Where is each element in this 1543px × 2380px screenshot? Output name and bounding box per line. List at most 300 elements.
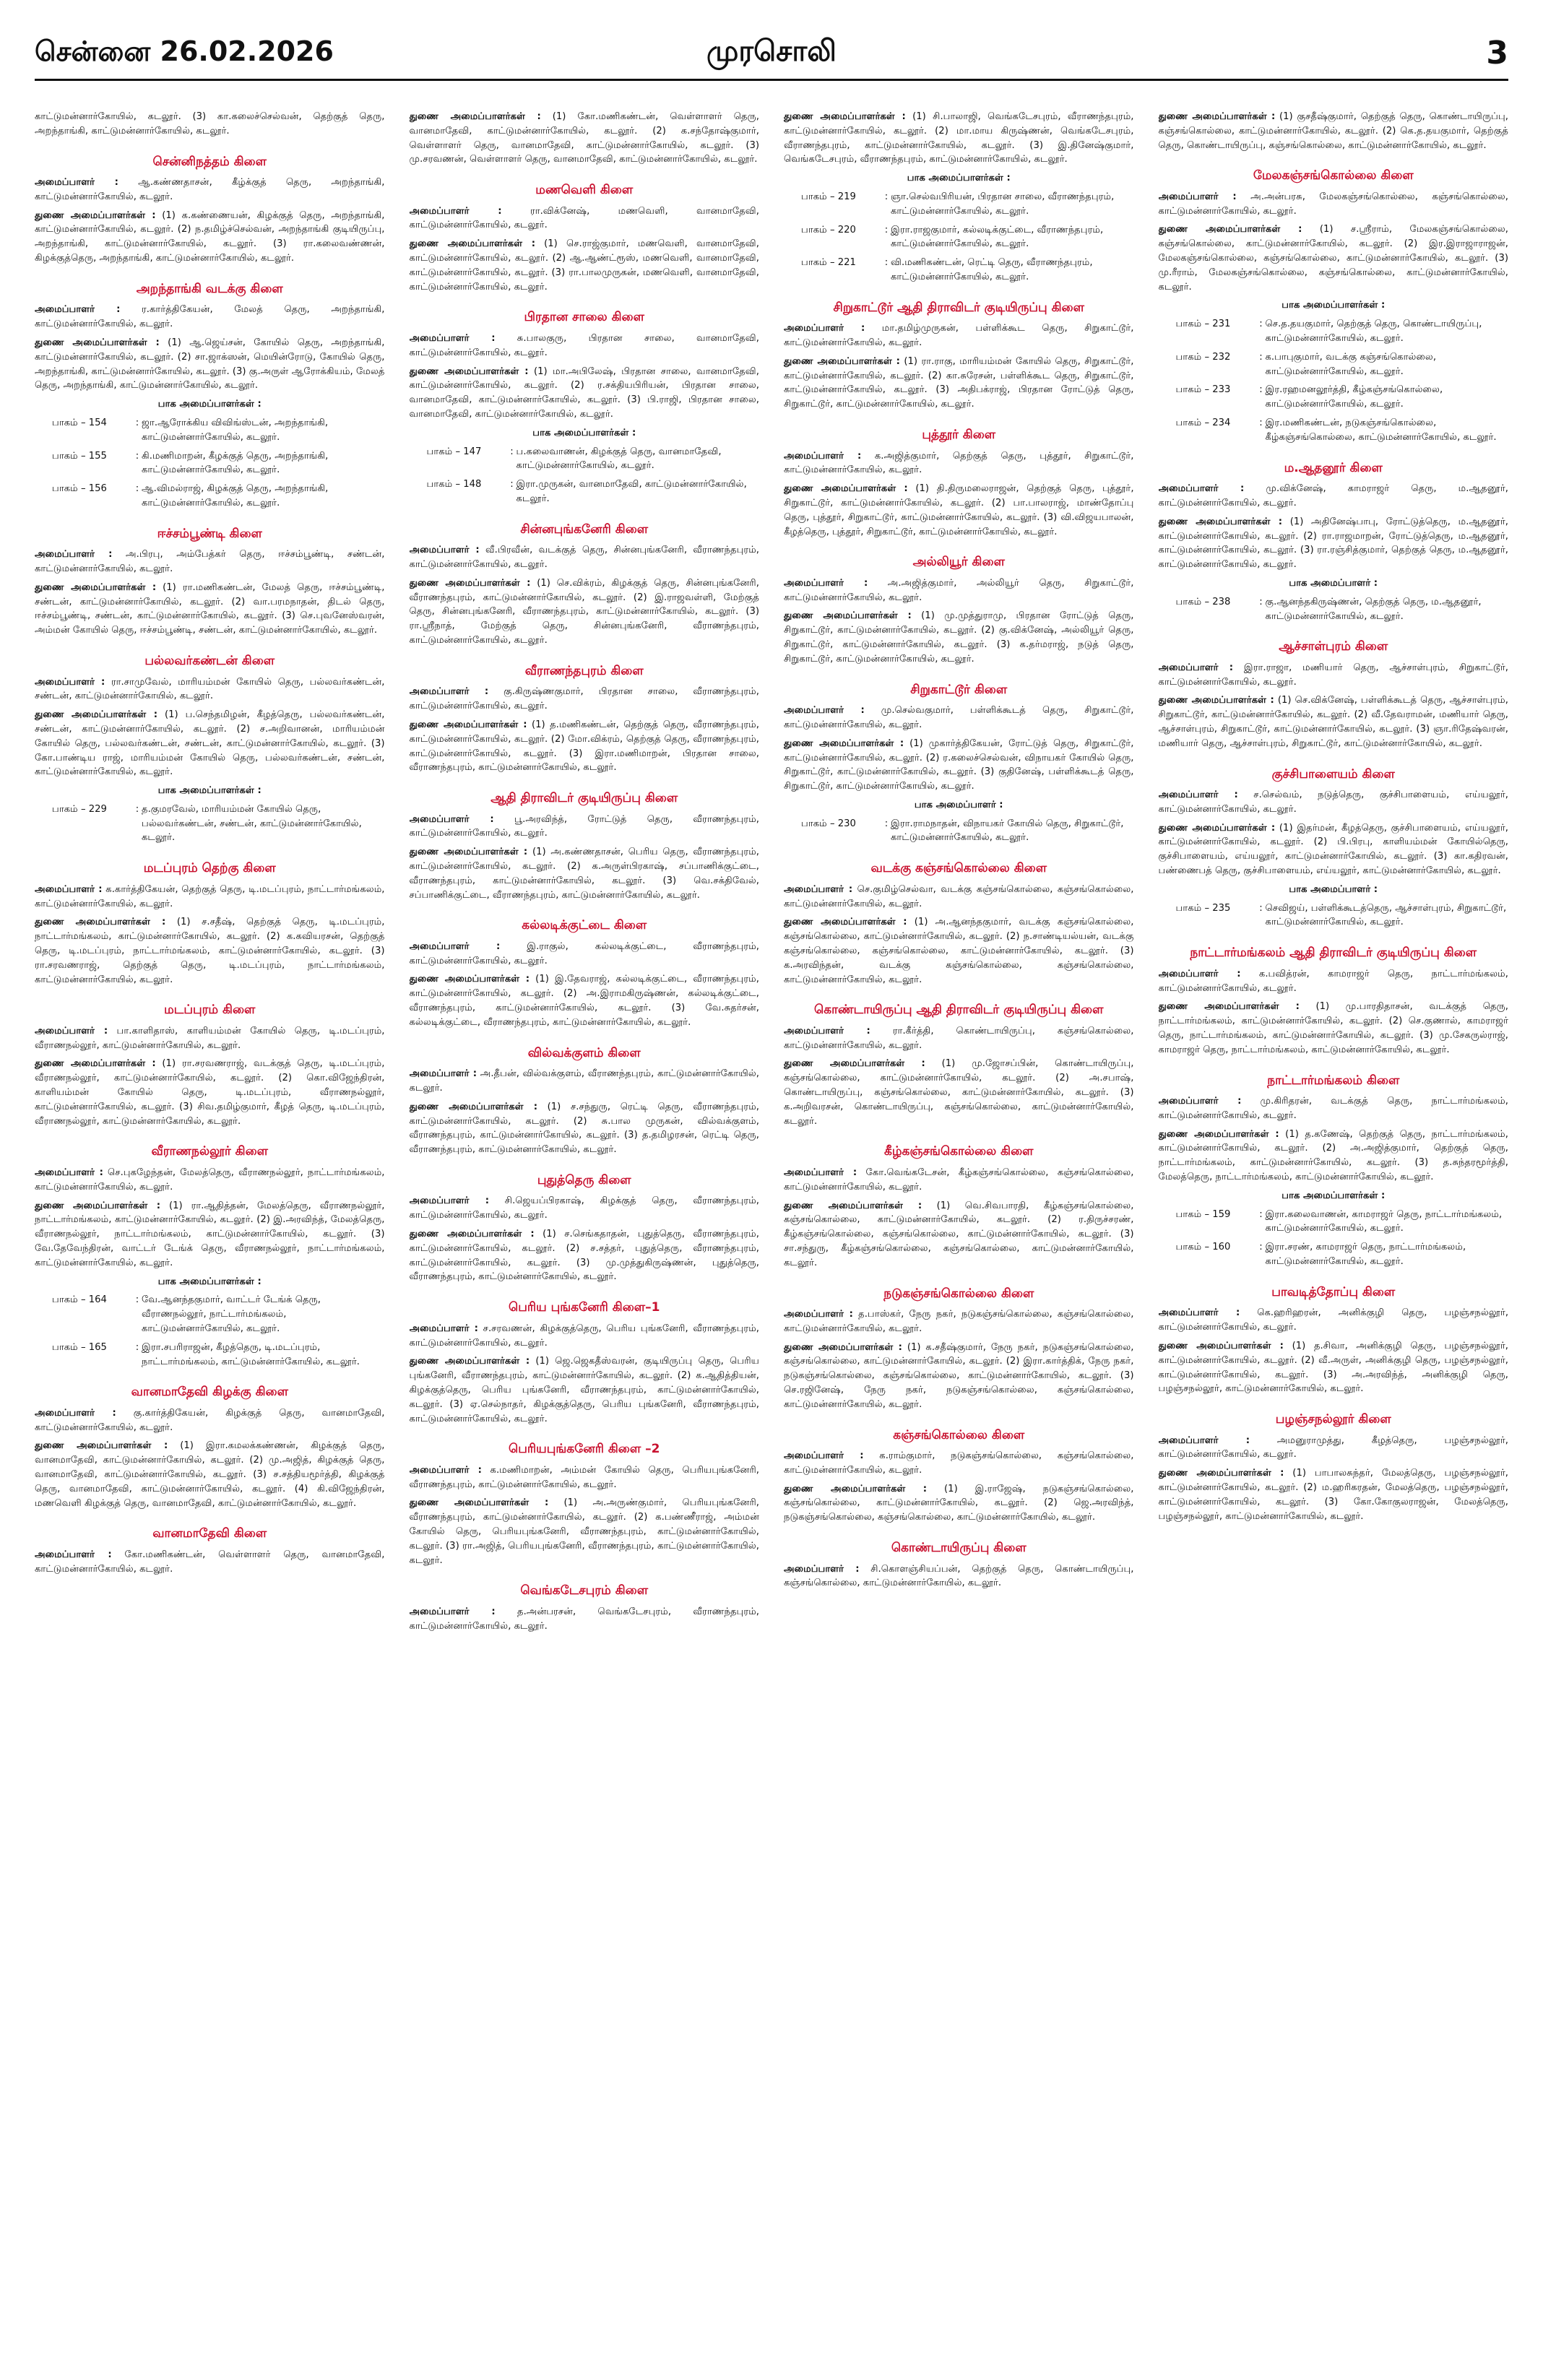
- member-paragraph: [784, 1057, 1134, 1128]
- booth-number: பாகம் – 148: [426, 479, 482, 490]
- member-text: (1) த.கணேஷ், தெற்குத் தெரு, நாட்டார்மங்கலம், காட்டுமன்னார்கோயில், கடலூர். (2) அ.அஜித்குமார், தெற்குத் தெரு, நாட்டார்மங்கலம், காட்டுமன்னார்கோயில், கடலூர். (3) த.சுந்தரமூர்த்தி, மேலத்தெரு, நாட்டார்மங்கலம், காட்டுமன்னார்கோயில், கடலூர்.: [1158, 1128, 1508, 1183]
- member-paragraph: [35, 1548, 385, 1577]
- member-text: (1) த.சிவா, அனிக்குழி தெரு, பழஞ்சநல்லூர், காட்டுமன்னார்கோயில், கடலூர். (2) வீ.அருள், அனிக்குழி தெரு, பழஞ்சநல்லூர், காட்டுமன்னார்கோயில், கடலூர். (3) அ.அரவிந்த், அனிக்குழி தெரு, பழஞ்சநல்லூர், காட்டுமன்னார்கோயில், கடலூர்.: [1158, 1340, 1508, 1395]
- branch-section: [410, 1440, 760, 1567]
- branch-heading: வானமாதேவி கிளை: [152, 1526, 267, 1541]
- member-text: (1) ஆ.ஜெய்சன், கோயில் தெரு, அறந்தாங்கி, காட்டுமன்னார்கோயில், கடலூர். (2) சா.ஜாக்ஸன், மெயின்ரோடு, கோயில் தெரு, அறந்தாங்கி, காட்டுமன்னார்கோயில், கடலூர். (3) கு.அருள் ஆரோக்கியம், மேலத் தெரு, அறந்தாங்கி, காட்டுமன்னார்கோயில், கடலூர்.: [35, 337, 385, 391]
- role-label: துணை அமைப்பாளர்கள் :: [35, 337, 160, 348]
- booth-entry: [1176, 1240, 1509, 1269]
- role-label: துணை அமைப்பாளர்கள் :: [35, 709, 158, 721]
- member-paragraph: [1159, 515, 1509, 572]
- member-paragraph: [784, 449, 1134, 478]
- member-paragraph: [1159, 1094, 1509, 1123]
- booth-entry: [427, 445, 760, 474]
- booth-entry: [52, 449, 385, 478]
- booth-separator: :: [1259, 351, 1263, 363]
- role-label: அமைப்பாளர் :: [1158, 1435, 1250, 1446]
- role-label: அமைப்பாளர் :: [1158, 1096, 1242, 1107]
- branch-heading: புதுத்தெரு கிளை: [537, 1172, 631, 1187]
- branch-section: [1159, 638, 1509, 750]
- member-text: (1) இரா.கமலக்கண்ணன், கிழக்குத் தெரு, வானமாதேவி, காட்டுமன்னார்கோயில், கடலூர். (2) மு.அஜித், கிழக்குத் தெரு, வானமாதேவி, காட்டுமன்னார்கோயில், கடலூர். (3) ச.சத்தியமூர்த்தி, கிழக்குத் தெரு, வானமாதேவி, காட்டுமன்னார்கோயில், கடலூர். (4) கி.விஜேந்திரன், மணவெளி கிழக்குத் தெரு, வானமாதேவி, காட்டுமன்னார்கோயில், கடலூர்.: [35, 1440, 385, 1509]
- branch-section: [1159, 459, 1509, 624]
- member-paragraph: [1159, 222, 1509, 294]
- role-label: அமைப்பாளர் :: [784, 1309, 853, 1320]
- branch-section: [35, 860, 385, 987]
- member-paragraph: [410, 718, 760, 775]
- booth-number: பாகம் – 160: [1175, 1242, 1231, 1253]
- role-label: துணை அமைப்பாளர்கள் :: [409, 1229, 535, 1240]
- branch-section: [1159, 167, 1509, 444]
- booth-member: இரா.சபரிராஜன், கீழத்தெரு, டி.மடப்புரம், நாட்டார்மங்கலம், காட்டுமன்னார்கோயில், கடலூர்.: [142, 1341, 360, 1367]
- branch-section: [410, 1172, 760, 1284]
- booth-entry: [427, 477, 760, 506]
- branch-heading: ஈச்சம்பூண்டி கிளை: [157, 526, 262, 541]
- member-text: (1) மா.அபிலேஷ், பிரதான சாலை, வானமாதேவி, காட்டுமன்னார்கோயில், கடலூர். (2) ர.சக்தியபிரியன், பிரதான சாலை, வானமாதேவி, காட்டுமன்னார்கோயில், கடலூர். (3) பி.ராஜி, பிரதான சாலை, வானமாதேவி, காட்டுமன்னார்கோயில், கடலூர்.: [409, 365, 759, 420]
- member-text: அ.பிரபு, அம்பேத்கர் தெரு, ஈச்சம்பூண்டி, சண்டன், காட்டுமன்னார்கோயில், கடலூர்.: [35, 549, 385, 575]
- role-label: துணை அமைப்பாளர்கள் :: [784, 1341, 902, 1353]
- member-text: சு.பாலகுரு, பிரதான சாலை, வானமாதேவி, காட்டுமன்னார்கோயில், கடலூர்.: [409, 332, 759, 358]
- member-paragraph: [410, 365, 760, 422]
- booth-entry: [52, 1293, 385, 1336]
- role-label: துணை அமைப்பாளர்கள் :: [1158, 516, 1283, 527]
- booth-separator: :: [1259, 384, 1263, 396]
- role-label: துணை அமைப்பாளர்கள் :: [409, 1497, 549, 1509]
- article-columns: [35, 81, 1508, 2356]
- member-paragraph: [35, 176, 385, 204]
- member-paragraph: [35, 1057, 385, 1128]
- role-label: அமைப்பாளர் :: [784, 1025, 870, 1037]
- branch-heading: சிறுகாட்டூர் கிளை: [910, 682, 1008, 697]
- member-paragraph: [1159, 1306, 1509, 1335]
- member-text: (1) அ.ஆனந்தகுமார், வடக்கு கஞ்சங்கொல்லை, கஞ்சங்கொல்லை, காட்டுமன்னார்கோயில், கடலூர். (2) ந.சாண்டியல்யன், வடக்கு கஞ்சங்கொல்லை, கஞ்சங்கொல்லை, காட்டுமன்னார்கோயில், கடலூர். (3) க.அரவிந்தன், வடக்கு கஞ்சங்கொல்லை, கஞ்சங்கொல்லை, காட்டுமன்னார்கோயில், கடலூர்.: [784, 917, 1134, 985]
- member-text: (1) க.சதீஷ்குமார், நேரு நகர், நடுகஞ்சங்கொல்லை, கஞ்சங்கொல்லை, காட்டுமன்னார்கோயில், கடலூர். (2) இரா.கார்த்திக், நேரு நகர், நடுகஞ்சங்கொல்லை, கஞ்சங்கொல்லை, காட்டுமன்னார்கோயில், கடலூர். (3) செ.ரஜினேஷ், நேரு நகர், நடுகஞ்சங்கொல்லை, கஞ்சங்கொல்லை, காட்டுமன்னார்கோயில், கடலூர்.: [784, 1341, 1134, 1410]
- role-label: அமைப்பாளர் :: [784, 705, 865, 717]
- member-paragraph: [35, 1439, 385, 1510]
- booth-organisers-title: பாக அமைப்பாளர்கள் :: [157, 1276, 262, 1287]
- member-paragraph: [1159, 482, 1509, 511]
- member-paragraph: [1159, 1000, 1509, 1057]
- member-text: (1) செ.ராஜ்குமார், மணவெளி, வானமாதேவி, காட்டுமன்னார்கோயில், கடலூர். (2) ஆ.ஆண்ட்ரூஸ், மணவெளி, வானமாதேவி, காட்டுமன்னார்கோயில், கடலூர். (3) ரா.பாலமுருகன், மணவெளி, வானமாதேவி, காட்டுமன்னார்கோயில், கடலூர்.: [409, 238, 759, 293]
- role-label: துணை அமைப்பாளர்கள் :: [784, 1058, 925, 1070]
- member-text: (1) மு.முத்துராமு, பிரதான ரோட்டுத் தெரு, சிறுகாட்டூர், காட்டுமன்னார்கோயில், கடலூர். (2) கு.விக்னேஷ், அல்லியூர் தெரு, சிறுகாட்டூர், காட்டுமன்னார்கோயில், கடலூர். (3) க.தர்மராஜ், நடுத் தெரு, சிறுகாட்டூர், காட்டுமன்னார்கோயில், கடலூர்.: [784, 610, 1134, 665]
- member-text: த.பாஸ்கர், நேரு நகர், நடுகஞ்சங்கொல்லை, கஞ்சங்கொல்லை, காட்டுமன்னார்கோயில், கடலூர்.: [784, 1309, 1134, 1334]
- member-paragraph: [1159, 661, 1509, 690]
- role-label: துணை அமைப்பாளர்கள் :: [35, 209, 156, 221]
- booth-separator: :: [135, 450, 139, 462]
- member-paragraph: [410, 332, 760, 360]
- booth-separator: :: [1259, 1208, 1263, 1220]
- role-label: அமைப்பாளர் :: [35, 1167, 103, 1178]
- branch-heading: அறந்தாங்கி வடக்கு கிளை: [136, 281, 283, 296]
- booth-organisers-title: பாக அமைப்பாளர்கள் :: [907, 173, 1011, 184]
- role-label: அமைப்பாளர் :: [1158, 968, 1241, 979]
- member-paragraph: [35, 110, 385, 139]
- booth-organisers-title: பாக அமைப்பாளர் :: [1289, 883, 1378, 895]
- member-text: (1) சி.பாலாஜி, வெங்கடேசபுரம், வீராணந்தபுரம், காட்டுமன்னார்கோயில், கடலூர். (2) மா.மாய கிருஷ்ணன், வெங்கடேசபுரம், வீராணந்தபுரம், காட்டுமன்னார்கோயில், கடலூர். (3) இ.தினேஷ்குமார், வெங்கடேசபுரம், வீராணந்தபுரம், காட்டுமன்னார்கோயில், கடலூர்.: [784, 111, 1134, 165]
- booth-member: த.குமரவேல், மாரியம்மன் கோயில் தெரு, பல்லவர்கண்டன், சண்டன், காட்டுமன்னார்கோயில், கடலூர்.: [142, 803, 362, 844]
- member-text: (1) அ.அருண்குமார், பெரியபுங்கனேரி, வீராணந்தபுரம், காட்டுமன்னார்கோயில், கடலூர். (2) க.பண்ணீராஜ், அம்மன் கோயில் தெரு, பெரியபுங்கனேரி, வீராணந்தபுரம், காட்டுமன்னார்கோயில், கடலூர். (3) ரா.அஜித், பெரியபுங்கனேரி, வீராணந்தபுரம், காட்டுமன்னார்கோயில், கடலூர்.: [409, 1497, 759, 1566]
- booth-number: பாகம் – 220: [801, 224, 856, 235]
- member-text: (1) குசதீஷ்குமார், தெற்குத் தெரு, கொண்டாயிருப்பு, கஞ்சங்கொல்லை, காட்டுமன்னார்கோயில், கடலூர். (2) கெ.த.தயகுமார், தெற்குத் தெரு, கொண்டாயிருப்பு, கஞ்சங்கொல்லை, காட்டுமன்னார்கோயில், கடலூர்.: [1158, 111, 1508, 151]
- branch-section: [410, 1582, 760, 1633]
- member-paragraph: [1159, 967, 1509, 996]
- branch-section: [35, 153, 385, 266]
- member-text: (1) ரா.சரவணராஜ், வடக்குத் தெரு, டி.மடப்புரம், வீராணநல்லூர், காட்டுமன்னார்கோயில், கடலூர். (2) கொ.விஜேந்திரன், காளியம்மன் கோயில் தெரு, டி.மடப்புரம், வீராணநல்லூர், காட்டுமன்னார்கோயில், கடலூர். (3) சிவ.தமிழ்குமார், கீழத் தெரு, டி.மடப்புரம், வீராணநல்லூர், காட்டுமன்னார்கோயில், கடலூர்.: [35, 1058, 385, 1127]
- branch-heading: குச்சிபாளையம் கிளை: [1271, 766, 1395, 782]
- member-paragraph: [1159, 693, 1509, 750]
- member-paragraph: [410, 1067, 760, 1096]
- branch-heading: கீழ்கஞ்சங்கொல்லை கிளை: [883, 1144, 1034, 1159]
- role-label: அமைப்பாளர் :: [1158, 191, 1237, 202]
- branch-section: [410, 662, 760, 775]
- member-paragraph: [35, 1406, 385, 1435]
- role-label: துணை அமைப்பாளர்கள் :: [409, 1101, 537, 1112]
- role-label: துணை அமைப்பாளர்கள் :: [409, 577, 531, 589]
- member-paragraph: [784, 355, 1134, 412]
- booth-separator: :: [135, 1341, 139, 1353]
- member-text: (1) க.கண்ணையன், கிழக்குத் தெரு, அறந்தாங்கி, காட்டுமன்னார்கோயில், கடலூர். (2) ந.தமிழ்ச்செல்வன், அறந்தாங்கி குடியிருப்பு, அறந்தாங்கி, காட்டுமன்னார்கோயில், கடலூர். (3) ரா.கலைவண்ணன், கிழக்குத்தெரு, அறந்தாங்கி, காட்டுமன்னார்கோயில், கடலூர்.: [35, 209, 385, 264]
- branch-heading: மணவெளி கிளை: [535, 183, 634, 198]
- member-paragraph: [784, 1341, 1134, 1412]
- member-text: க.ராம்குமார், நடுகஞ்சங்கொல்லை, கஞ்சங்கொல்லை, காட்டுமன்னார்கோயில், கடலூர்.: [784, 1450, 1134, 1476]
- member-text: (1) இதர்மன், கீழத்தெரு, குச்சிபாளையம், எய்யலூர், காட்டுமன்னார்கோயில், கடலூர். (2) பி.பிரபு, காளியம்மன் கோயில்தெரு, குச்சிபாளையம், எய்யலூர், காட்டுமன்னார்கோயில், கடலூர். (3) கா.கதிரவன், பண்ணைபத் தெரு, குச்சிபாளையம், எய்யலூர், காட்டுமன்னார்கோயில், கடலூர்.: [1158, 822, 1508, 877]
- member-text: (1) தி.திருமலைராஜன், தெற்குத் தெரு, புத்தூர், சிறுகாட்டூர், காட்டுமன்னார்கோயில், கடலூர். (2) பா.பாலராஜ், மாண்தோப்பு தெரு, புத்தூர், சிறுகாட்டூர், காட்டுமன்னார்கோயில், கடலூர். (3) வி.விஜயபாலன், கீழத்தெரு, புத்தூர், சிறுகாட்டூர், காட்டுமன்னார்கோயில், கடலூர்.: [784, 483, 1134, 537]
- member-text: ச.சரவணன், கிழக்குத்தெரு, பெரிய புங்கனேரி, வீராணந்தபுரம், காட்டுமன்னார்கோயில், கடலூர்.: [409, 1323, 759, 1349]
- member-paragraph: [784, 1449, 1134, 1478]
- role-label: அமைப்பாளர் :: [784, 450, 862, 462]
- branch-section: [35, 110, 385, 139]
- branch-heading: கஞ்சங்கொல்லை கிளை: [893, 1427, 1025, 1442]
- role-label: அமைப்பாளர் :: [409, 813, 494, 825]
- role-label: அமைப்பாளர் :: [409, 1323, 478, 1334]
- booth-separator: :: [1259, 1242, 1263, 1253]
- booth-entry: [801, 223, 1134, 252]
- member-paragraph: [1159, 1434, 1509, 1463]
- branch-heading: புத்தூர் கிளை: [922, 428, 996, 443]
- member-paragraph: [410, 1100, 760, 1157]
- member-text: இ.ராகுல், கல்லடிக்குட்டை, வீராணந்தபுரம், காட்டுமன்னார்கோயில், கடலூர்.: [409, 940, 759, 966]
- member-paragraph: [35, 209, 385, 266]
- paper-name: முரசொலி: [706, 35, 837, 68]
- role-label: துணை அமைப்பாளர்கள் :: [409, 238, 535, 250]
- column: [1159, 110, 1509, 2356]
- booth-number: பாகம் – 154: [52, 417, 107, 428]
- branch-section: [410, 1044, 760, 1157]
- role-label: அமைப்பாளர் :: [409, 332, 496, 344]
- branch-section: [784, 1539, 1134, 1591]
- member-paragraph: [410, 543, 760, 572]
- page-number: 3: [1486, 35, 1508, 72]
- booth-member: இரா.சரண், காமராஜர் தெரு, நாட்டார்மங்கலம், காட்டுமன்னார்கோயில், கடலூர்.: [1265, 1242, 1466, 1268]
- branch-section: [784, 1001, 1134, 1128]
- branch-section: [35, 1525, 385, 1576]
- role-label: அமைப்பாளர் :: [409, 1195, 489, 1207]
- branch-heading: மடப்புரம் தெற்கு கிளை: [143, 861, 276, 876]
- member-text: (1) ரா.மணிகண்டன், மேலத் தெரு, ஈச்சம்பூண்டி, சண்டன், காட்டுமன்னார்கோயில், கடலூர். (2) வா.பரமநாதன், திடல் தெரு, ஈச்சம்பூண்டி, சண்டன், காட்டுமன்னார்கோயில், கடலூர். (3) செ.புவனேஸ்வரன், அம்மன் கோயில் தெரு, ஈச்சம்பூண்டி, சண்டன், காட்டுமன்னார்கோயில், கடலூர்.: [35, 581, 385, 636]
- member-text: அமனுராமுத்து, கீழத்தெரு, பழஞ்சநல்லூர், காட்டுமன்னார்கோயில், கடலூர்.: [1158, 1435, 1508, 1461]
- member-text: கோ.வெங்கடேசன், கீழ்கஞ்சங்கொல்லை, கஞ்சங்கொல்லை, காட்டுமன்னார்கோயில், கடலூர்.: [784, 1167, 1134, 1193]
- booth-separator: :: [1259, 902, 1263, 914]
- member-paragraph: [1159, 1128, 1509, 1185]
- booth-number: பாகம் – 164: [52, 1294, 107, 1306]
- branch-heading: பாவடித்தோப்பு கிளை: [1271, 1284, 1396, 1299]
- branch-section: [1159, 1411, 1509, 1523]
- member-text: மு.கிரிதரன், வடக்குத் தெரு, நாட்டார்மங்கலம், காட்டுமன்னார்கோயில், கடலூர்.: [1158, 1096, 1508, 1121]
- branch-section: [784, 1427, 1134, 1525]
- member-text: கு.கிருஷ்ணகுமார், பிரதான சாலை, வீராணந்தபுரம், காட்டுமன்னார்கோயில், கடலூர்.: [409, 686, 759, 712]
- booth-member: இரா.ராஜகுமார், கல்லடிக்குட்டை, வீராணந்தபுரம், காட்டுமன்னார்கோயில், கடலூர்.: [891, 224, 1104, 250]
- booth-separator: :: [1259, 319, 1263, 330]
- role-label: அமைப்பாளர் :: [784, 1450, 864, 1462]
- branch-section: [35, 1001, 385, 1128]
- member-text: சி.கொளஞ்சியப்பன், தெற்குத் தெரு, கொண்டாயிருப்பு, கஞ்சங்கொல்லை, காட்டுமன்னார்கோயில், கடலூர்.: [784, 1563, 1134, 1589]
- member-text: இரா.ராஜா, மணியார் தெரு, ஆச்சாள்புரம், சிறுகாட்டூர், காட்டுமன்னார்கோயில், கடலூர்.: [1158, 662, 1508, 688]
- branch-section: [35, 652, 385, 845]
- member-paragraph: [410, 940, 760, 969]
- branch-heading: ம.ஆதனூர் கிளை: [1284, 460, 1383, 475]
- booth-number: பாகம் – 155: [52, 450, 107, 462]
- member-paragraph: [35, 708, 385, 779]
- member-text: ச.செல்வம், நடுத்தெரு, குச்சிபாளையம், எய்யலூர், காட்டுமன்னார்கோயில், கடலூர்.: [1158, 789, 1508, 815]
- member-text: (1) ச.செங்கதாதன், புதுத்தெரு, வீராணந்தபுரம், காட்டுமன்னார்கோயில், கடலூர். (2) ச.சத்தர், புதுத்தெரு, வீராணந்தபுரம், காட்டுமன்னார்கோயில், கடலூர். (3) மு.முத்துகிருஷ்ணன், புதுத்தெரு, வீராணந்தபுரம், காட்டுமன்னார்கோயில், கடலூர்.: [409, 1229, 759, 1283]
- member-paragraph: [784, 576, 1134, 605]
- role-label: துணை அமைப்பாளர்கள் :: [409, 1356, 530, 1367]
- booth-number: பாகம் – 234: [1175, 417, 1231, 429]
- booth-organisers-title: பாக அமைப்பாளர்கள் :: [157, 785, 262, 797]
- member-paragraph: [35, 915, 385, 987]
- branch-section: [35, 280, 385, 511]
- role-label: அமைப்பாளர் :: [35, 304, 121, 316]
- booth-number: பாகம் – 219: [801, 191, 856, 202]
- member-paragraph: [784, 1562, 1134, 1591]
- booth-number: பாகம் – 231: [1175, 319, 1231, 330]
- role-label: அமைப்பாளர் :: [409, 1068, 477, 1080]
- member-paragraph: [35, 1199, 385, 1271]
- branch-heading: மடப்புரம் கிளை: [164, 1003, 256, 1018]
- role-label: அமைப்பாளர் :: [35, 1407, 116, 1419]
- member-paragraph: [784, 883, 1134, 912]
- booth-separator: :: [135, 1294, 139, 1306]
- booth-member: கி.மணிமாறன், கீழக்குத் தெரு, அறந்தாங்கி, காட்டுமன்னார்கோயில், கடலூர்.: [142, 450, 329, 476]
- branch-section: [35, 1143, 385, 1369]
- member-text: (1) வெ.சிவபாரதி, கீழ்கஞ்சங்கொல்லை, கஞ்சங்கொல்லை, காட்டுமன்னார்கோயில், கடலூர். (2) ர.திருச்சரண், கீழ்கஞ்சங்கொல்லை, கஞ்சங்கொல்லை, காட்டுமன்னார்கோயில், கடலூர். (3) சா.சந்துரு, கீழ்கஞ்சங்கொல்லை, கஞ்சங்கொல்லை, காட்டுமன்னார்கோயில், கடலூர்.: [784, 1200, 1134, 1268]
- member-text: மா.தமிழ்முருகன், பள்ளிக்கூட தெரு, சிறுகாட்டூர், காட்டுமன்னார்கோயில், கடலூர்.: [784, 323, 1134, 349]
- booth-separator: :: [884, 191, 889, 202]
- booth-entry: [1176, 416, 1509, 445]
- role-label: அமைப்பாளர் :: [409, 1606, 496, 1617]
- member-paragraph: [35, 883, 385, 912]
- member-text: (1) ச.சதீஷ், தெற்குத் தெரு, டி.மடப்புரம், நாட்டார்மங்கலம், காட்டுமன்னார்கோயில், கடலூர். (2) க.கவியரசன், தெற்குத் தெரு, டி.மடப்புரம், நாட்டார்மங்கலம், காட்டுமன்னார்கோயில், கடலூர். (3) ரா.சரவணராஜ், தெற்குத் தெரு, டி.மடப்புரம், நாட்டார்மங்கலம், காட்டுமன்னார்கோயில், கடலூர்.: [35, 917, 385, 985]
- role-label: துணை அமைப்பாளர்கள் :: [784, 355, 900, 367]
- booth-entry: [52, 482, 385, 511]
- branch-heading: கொண்டாயிருப்பு கிளை: [891, 1541, 1026, 1556]
- member-text: செ.குமிழ்செல்வா, வடக்கு கஞ்சங்கொல்லை, கஞ்சங்கொல்லை, காட்டுமன்னார்கோயில், கடலூர்.: [784, 883, 1134, 909]
- member-paragraph: [1159, 1339, 1509, 1396]
- member-paragraph: [784, 1024, 1134, 1053]
- booth-member: வி.மணிகண்டன், ரெட்டி தெரு, வீராணந்தபுரம், காட்டுமன்னார்கோயில், கடலூர்.: [891, 257, 1093, 282]
- branch-heading: சென்னிநத்தம் கிளை: [152, 154, 267, 169]
- column: [784, 110, 1134, 2356]
- booth-member: ஜா.ஆரோக்கிய விவிங்ஸ்டன், அறந்தாங்கி, காட்டுமன்னார்கோயில், கடலூர்.: [142, 417, 329, 443]
- booth-entry: [801, 817, 1134, 846]
- role-label: துணை அமைப்பாளர்கள் :: [409, 719, 527, 730]
- branch-section: [1159, 1072, 1509, 1269]
- role-label: துணை அமைப்பாளர்கள் :: [1158, 1001, 1300, 1013]
- branch-section: [784, 110, 1134, 285]
- booth-member: இர.ரஹமனலூர்த்தி, கீழ்கஞ்சங்கொல்லை, காட்டுமன்னார்கோயில், கடலூர்.: [1265, 384, 1443, 410]
- column: [35, 110, 385, 2356]
- member-text: (1) ரா.ராகு, மாரியம்மன் கோயில் தெரு, சிறுகாட்டூர், காட்டுமன்னார்கோயில், கடலூர். (2) கா.சுரேசன், பள்ளிக்கூட தெரு, சிறுகாட்டூர், காட்டுமன்னார்கோயில், கடலூர். (3) அதிபக்ராஜ், பிரதான ரோட்டுத் தெரு, சிறுகாட்டூர், காட்டுமன்னார்கோயில், கடலூர்.: [784, 355, 1134, 410]
- member-text: (1) த.மணிகண்டன், தெற்குத் தெரு, வீராணந்தபுரம், காட்டுமன்னார்கோயில், கடலூர். (2) மோ.விக்ரம், தெற்குத் தெரு, வீராணந்தபுரம், காட்டுமன்னார்கோயில், கடலூர். (3) இரா.மணிமாறன், பிரதான சாலை, வீராணந்தபுரம், காட்டுமன்னார்கோயில், கடலூர்.: [409, 719, 759, 774]
- role-label: அமைப்பாளர் :: [35, 883, 103, 895]
- member-paragraph: [784, 321, 1134, 350]
- member-paragraph: [35, 303, 385, 332]
- role-label: அமைப்பாளர் :: [1158, 483, 1245, 495]
- member-paragraph: [35, 675, 385, 704]
- branch-heading: வில்வக்குளம் கிளை: [527, 1045, 641, 1060]
- branch-section: [1159, 766, 1509, 930]
- booth-organisers-title: பாக அமைப்பாளர் :: [1289, 577, 1378, 589]
- role-label: துணை அமைப்பாளர்கள் :: [784, 483, 908, 495]
- member-text: பா.காளிதாஸ், காளியம்மன் கோயில் தெரு, டி.மடப்புரம், வீராணநல்லூர், காட்டுமன்னார்கோயில், கடலூர்.: [35, 1025, 385, 1051]
- branch-heading: வீராணநல்லூர் கிளை: [151, 1144, 269, 1159]
- member-text: (1) மு.ஜோசப்பின், கொண்டாயிருப்பு, கஞ்சங்கொல்லை, காட்டுமன்னார்கோயில், கடலூர். (2) அ.சபாஷ், கொண்டாயிருப்பு, கஞ்சங்கொல்லை, காட்டுமன்னார்கோயில், கடலூர். (3) க.அறிவரசன், கொண்டாயிருப்பு, கஞ்சங்கொல்லை, காட்டுமன்னார்கோயில், கடலூர்.: [784, 1058, 1134, 1127]
- booth-member: இரா.ராமநாதன், விநாயகர் கோயில் தெரு, சிறுகாட்டூர், காட்டுமன்னார்கோயில், கடலூர்.: [891, 818, 1124, 844]
- role-label: அமைப்பாளர் :: [35, 1549, 112, 1560]
- booth-number: பாகம் – 233: [1175, 384, 1231, 396]
- booth-entry: [801, 256, 1134, 285]
- booth-number: பாகம் – 221: [801, 257, 856, 269]
- booth-organisers-title: பாக அமைப்பாளர்கள் :: [532, 427, 636, 438]
- member-paragraph: [410, 685, 760, 714]
- booth-entry: [52, 416, 385, 445]
- booth-number: பாகம் – 165: [52, 1341, 107, 1353]
- member-paragraph: [784, 1199, 1134, 1271]
- branch-section: [784, 1143, 1134, 1270]
- booth-organisers-title: பாக அமைப்பாளர்கள் :: [1281, 300, 1386, 311]
- booth-number: பாகம் – 230: [801, 818, 856, 829]
- role-label: அமைப்பாளர் :: [784, 577, 868, 589]
- role-label: துணை அமைப்பாளர்கள் :: [409, 111, 541, 122]
- booth-entry: [1176, 595, 1509, 624]
- branch-heading: பெரியபுங்கனேரி கிளை –2: [509, 1442, 660, 1457]
- member-text: ர.கார்த்திகேயன், மேலத் தெரு, அறந்தாங்கி, காட்டுமன்னார்கோயில், கடலூர்.: [35, 304, 385, 330]
- member-text: வீ.பிரவீன், வடக்குத் தெரு, சின்னபுங்கனேரி, வீராணந்தபுரம், காட்டுமன்னார்கோயில், கடலூர்.: [409, 545, 759, 571]
- branch-heading: மேலகஞ்சங்கொல்லை கிளை: [1253, 168, 1414, 183]
- member-text: செ.புகழேந்தன், மேலத்தெரு, வீராணநல்லூர், நாட்டார்மங்கலம், காட்டுமன்னார்கோயில், கடலூர்.: [35, 1167, 385, 1193]
- member-text: சி.ஜெயப்பிரகாஷ், கிழக்குத் தெரு, வீராணந்தபுரம், காட்டுமன்னார்கோயில், கடலூர்.: [409, 1195, 759, 1221]
- role-label: துணை அமைப்பாளர்கள் :: [35, 1200, 161, 1211]
- branch-section: [784, 426, 1134, 539]
- role-label: துணை அமைப்பாளர்கள் :: [784, 1483, 928, 1494]
- branch-heading: பிரதான சாலை கிளை: [524, 310, 644, 325]
- branch-section: [410, 1299, 760, 1426]
- branch-section: [1159, 944, 1509, 1057]
- member-paragraph: [784, 609, 1134, 666]
- branch-section: [1159, 110, 1509, 152]
- booth-entry: [52, 1341, 385, 1369]
- branch-heading: கொண்டாயிருப்பு ஆதி திராவிடர் குடியிருப்பு கிளை: [814, 1003, 1104, 1018]
- branch-heading: நாட்டார்மங்கலம் ஆதி திராவிடர் குடியிருப்பு கிளை: [1190, 945, 1477, 961]
- member-text: க.கார்த்திகேயன், தெற்குத் தெரு, டி.மடப்புரம், நாட்டார்மங்கலம், காட்டுமன்னார்கோயில், கடலூர்.: [35, 883, 385, 909]
- member-text: (1) ச.சந்துரு, ரெட்டி தெரு, வீராணந்தபுரம், காட்டுமன்னார்கோயில், கடலூர். (2) சு.பால முருகன், வில்வக்குளம், வீராணந்தபுரம், காட்டுமன்னார்கோயில், கடலூர். (3) த.தமிழரசன், ரெட்டி தெரு, வீராணந்தபுரம், காட்டுமன்னார்கோயில், கடலூர்.: [409, 1101, 759, 1156]
- member-text: ரா.விக்னேஷ், மணவெளி, வானமாதேவி, காட்டுமன்னார்கோயில், கடலூர்.: [409, 205, 759, 231]
- role-label: துணை அமைப்பாளர்கள் :: [1158, 111, 1276, 122]
- booth-entry: [1176, 350, 1509, 379]
- member-paragraph: [35, 336, 385, 393]
- member-text: (1) ரா.ஆதித்தன், மேலத்தெரு, வீராணநல்லூர், நாட்டார்மங்கலம், காட்டுமன்னார்கோயில், கடலூர். (2) இ.அரவிந்த், மேலத்தெரு, வீராணநல்லூர், நாட்டார்மங்கலம், காட்டுமன்னார்கோயில், கடலூர். (3) வே.தேவேந்திரன், வாட்டர் டேங்க் தெரு, வீராணநல்லூர், நாட்டார்மங்கலம், காட்டுமன்னார்கோயில், கடலூர்.: [35, 1200, 385, 1268]
- role-label: அமைப்பாளர் :: [409, 545, 480, 556]
- member-paragraph: [784, 110, 1134, 167]
- member-text: (1) மு.பாரதிதாசன், வடக்குத் தெரு, நாட்டார்மங்கலம், காட்டுமன்னார்கோயில், கடலூர். (2) செ.குணால், காமராஜர் தெரு, நாட்டார்மங்கலம், காட்டுமன்னார்கோயில், கடலூர். (3) மு.சேகருல்ராஜ், காமராஜர் தெரு, நாட்டார்மங்கலம், காட்டுமன்னார்கோயில், கடலூர்.: [1158, 1001, 1508, 1055]
- booth-separator: :: [1259, 417, 1263, 429]
- booth-number: பாகம் – 232: [1175, 351, 1231, 363]
- member-paragraph: [410, 237, 760, 294]
- member-paragraph: [410, 845, 760, 902]
- role-label: அமைப்பாளர் :: [35, 177, 118, 189]
- branch-section: [784, 681, 1134, 846]
- member-paragraph: [784, 915, 1134, 987]
- booth-number: பாகம் – 238: [1175, 596, 1231, 607]
- member-text: (1) ச.ஸ்ரீராம், மேலகஞ்சங்கொல்லை, கஞ்சங்கொல்லை, காட்டுமன்னார்கோயில், கடலூர். (2) இர.இராஜாராஜன், மேலகஞ்சங்கொல்லை, கஞ்சங்கொல்லை, காட்டுமன்னார்கோயில், கடலூர். (3) மு.ரீராம், மேலகஞ்சங்கொல்லை, கஞ்சங்கொல்லை, காட்டுமன்னார்கோயில், கடலூர்.: [1158, 224, 1508, 293]
- role-label: துணை அமைப்பாளர்கள் :: [1158, 224, 1302, 235]
- branch-section: [784, 1285, 1134, 1412]
- member-paragraph: [784, 704, 1134, 732]
- role-label: துணை அமைப்பாளர்கள் :: [35, 917, 166, 928]
- member-text: (1) இ.தேவராஜ், கல்லடிக்குட்டை, வீராணந்தபுரம், காட்டுமன்னார்கோயில், கடலூர். (2) அ.இராமகிருஷ்ணன், கல்லடிக்குட்டை, வீராணந்தபுரம், காட்டுமன்னார்கோயில், கடலூர். (3) வே.சுதர்சன், கல்லடிக்குட்டை, வீராணந்தபுரம், காட்டுமன்னார்கோயில், கடலூர்.: [409, 974, 759, 1028]
- booth-member: இரா.கலைவாணன், காமராஜர் தெரு, நாட்டார்மங்கலம், காட்டுமன்னார்கோயில், கடலூர்.: [1265, 1208, 1503, 1234]
- role-label: அமைப்பாளர் :: [409, 205, 502, 217]
- member-paragraph: [410, 110, 760, 167]
- booth-number: பாகம் – 156: [52, 483, 107, 495]
- branch-heading: வீராணந்தபுரம் கிளை: [524, 663, 644, 678]
- role-label: அமைப்பாளர் :: [35, 549, 113, 561]
- branch-section: [410, 308, 760, 506]
- member-paragraph: [410, 1194, 760, 1223]
- role-label: துணை அமைப்பாளர்கள் :: [784, 111, 906, 122]
- role-label: துணை அமைப்பாளர்கள் :: [784, 610, 912, 622]
- booth-separator: :: [510, 479, 514, 490]
- role-label: அமைப்பாளர் :: [35, 1025, 108, 1037]
- member-text: காட்டுமன்னார்கோயில், கடலூர். (3) கா.கலைச்செல்வன், தெற்குத் தெரு, அறந்தாங்கி, காட்டுமன்னார்கோயில், கடலூர்.: [35, 111, 385, 137]
- booth-separator: :: [884, 257, 889, 269]
- role-label: அமைப்பாளர் :: [1158, 662, 1234, 673]
- member-paragraph: [410, 1354, 760, 1426]
- issue-date: சென்னை 26.02.2026: [35, 35, 334, 67]
- branch-section: [410, 521, 760, 648]
- branch-section: [784, 299, 1134, 412]
- booth-number: பாகம் – 235: [1175, 902, 1231, 914]
- booth-entry: [1176, 1208, 1509, 1237]
- booth-member: க.பாபுகுமார், வடக்கு கஞ்சங்கொல்லை, காட்டுமன்னார்கோயில், கடலூர்.: [1265, 351, 1437, 377]
- booth-entry: [801, 190, 1134, 219]
- member-text: கெ.ஹரிஹரன், அனிக்குழி தெரு, பழஞ்சநல்லூர், காட்டுமன்னார்கோயில், கடலூர்.: [1158, 1307, 1508, 1333]
- member-text: மு.செல்வகுமார், பள்ளிக்கூடத் தெரு, சிறுகாட்டூர், காட்டுமன்னார்கோயில், கடலூர்.: [784, 705, 1134, 730]
- role-label: அமைப்பாளர் :: [1158, 1307, 1240, 1319]
- member-text: (1) செ.விக்னேஷ், பள்ளிக்கூடத் தெரு, ஆச்சாள்புரம், சிறுகாட்டூர், காட்டுமன்னார்கோயில், கடலூர். (2) வீ.தேவராமன், மணியார் தெரு, ஆச்சாள்புரம், சிறுகாட்டூர், காட்டுமன்னார்கோயில், கடலூர். (3) ஞா.ரிதேஷ்வரன், மணியார் தெரு, ஆச்சாள்புரம், சிறுகாட்டூர், காட்டுமன்னார்கோயில், கடலூர்.: [1158, 695, 1508, 749]
- member-text: அ.அன்பரசு, மேலகஞ்சங்கொல்லை, கஞ்சங்கொல்லை, காட்டுமன்னார்கோயில், கடலூர்.: [1158, 191, 1508, 217]
- member-paragraph: [35, 581, 385, 638]
- role-label: துணை அமைப்பாளர்கள் :: [35, 1440, 168, 1452]
- branch-section: [410, 181, 760, 294]
- role-label: அமைப்பாளர் :: [409, 1464, 482, 1476]
- role-label: துணை அமைப்பாளர்கள் :: [784, 737, 904, 749]
- member-paragraph: [35, 1166, 385, 1195]
- branch-heading: நடுகஞ்சங்கொல்லை கிளை: [883, 1286, 1034, 1301]
- role-label: துணை அமைப்பாளர்கள் :: [409, 974, 530, 985]
- member-text: (1) ப.செந்தமிழன், கீழத்தெரு, பல்லவர்கண்டன், சண்டன், காட்டுமன்னார்கோயில், கடலூர். (2) ச.அறிவானன், மாரியம்மன் கோயில் தெரு, பல்லவர்கண்டன், சண்டன், காட்டுமன்னார்கோயில், கடலூர். (3) கோ.பாண்டிய ராஜ், மாரியம்மன் கோயில் தெரு, பல்லவர்கண்டன், சண்டன், காட்டுமன்னார்கோயில், கடலூர்.: [35, 709, 385, 778]
- branch-section: [35, 1383, 385, 1510]
